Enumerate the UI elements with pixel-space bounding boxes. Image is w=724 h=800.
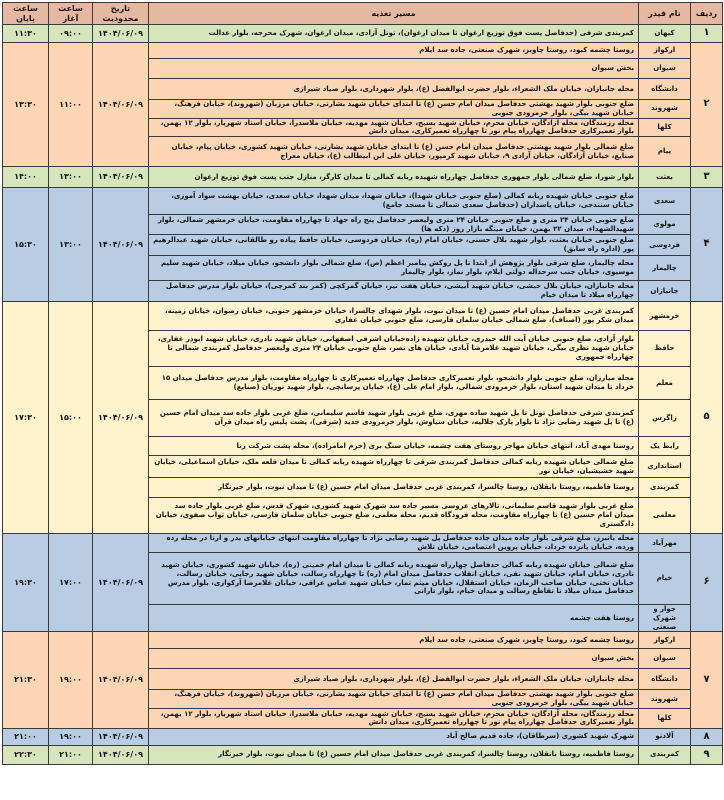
table-row (3, 167, 723, 188)
start-time-cell: ۱۵:۰۰ (49, 302, 93, 534)
row-number-cell: ۳ (691, 167, 723, 188)
supply-route-cell: ضلع جنوبی خیابان شهیده ربابه کمالی (ضلع جنوبی خیابان شهدا)، خیابان شهدا، میدان شهدا، خیابان سعدی، خیابان بهشت سواد آموزی، خیابان سنندجی، خیابان پاسداران (حدفاصل سعدی شمالی تا مسجد جامع) (149, 188, 639, 215)
table-row (3, 728, 723, 745)
feeder-name-cell: فردوسی (639, 235, 691, 256)
restriction-date-cell: ۱۴۰۴/۰۶/۰۹ (93, 728, 149, 745)
feeder-name-cell: معلم (639, 367, 691, 400)
outage-schedule-sheet (2, 2, 722, 765)
feeder-name-cell: سیوان (639, 59, 691, 79)
end-time-cell: ۱۵:۳۰ (3, 188, 49, 302)
end-time-cell: ۱۳:۳۰ (3, 43, 49, 167)
supply-route-cell: ضلع جنوبی خیابان بعثت، بلوار شهید بلال حسنی، خیابان امام (ره)، خیابان فردوسی، خیابان حافظ پیاده رو طالقانی، خیابان شهید عبدالرهیم پور (اداره راه سابق) (149, 235, 639, 256)
supply-route-cell: ضلع جنوبی بلوار شهید بهشتی حدفاصل میدان امام حسن (ع) تا ابتدای خیابان شهید بشارتی، خیابان مرزبان (شهروند)، خیابان فرهنگ، خیابان شهید بیگی، بلوار خرمرودی جنوبی (149, 100, 639, 119)
supply-route-cell: روستا چشمه کبود، روستا چاویز، شهرک صنعتی، جاده سد ایلام (149, 632, 639, 649)
header-row-number: ردیف (691, 3, 723, 25)
supply-route-cell: ضلع جنوبی بلوار شهید بهشتی حدفاصل میدان امام حسن (ع) تا ابتدای خیابان شهید بشارتی، خیابان مرزبان (شهروند)، خیابان فرهنگ، خیابان شهید بیگی، بلوار خرمرودی جنوبی (149, 690, 639, 709)
supply-route-cell: کمربندی شرقی (حدفاصل پست فوق توزیع ارغوان تا میدان ارغوان)، تونل آزادی، میدان ارغوان، شهرک محرجه، بلوار عدالت (149, 25, 639, 43)
row-number-cell: ۹ (691, 745, 723, 764)
feeder-name-cell: آلادنو (639, 728, 691, 745)
end-time-cell: ۱۷:۳۰ (3, 302, 49, 534)
supply-route-cell: ضلع غربی بلوار شهید قاسم سلیمانی، تالارهای عروسی مسیر جاده سد شهرک شهید کشوری، شهرک قدس، ضلع غربی بلوار جاده سد میدان امام حسین (ع) تا چهارراه مقاومت، محله فرودگاه قدیم، محله معلمی، ضلع جنوبی خیابان سلمان فارسی، خیابان ثواب صفوی، خیابان دادگستری (149, 498, 639, 534)
row-number-cell: ۶ (691, 534, 723, 632)
restriction-date-cell: ۱۴۰۴/۰۶/۰۹ (93, 302, 149, 534)
feeder-name-cell: کمربندی (639, 478, 691, 498)
feeder-name-cell: پیام (639, 137, 691, 167)
feeder-name-cell: دانشگاه (639, 79, 691, 100)
feeder-name-cell: خیام (639, 553, 691, 605)
feeder-name-cell: معلمی (639, 498, 691, 534)
start-time-cell: ۱۹:۰۰ (49, 632, 93, 729)
start-time-cell: ۲۱:۰۰ (49, 745, 93, 764)
restriction-date-cell: ۱۴۰۴/۰۶/۰۹ (93, 167, 149, 188)
supply-route-cell: ضلع جنوبی خیابان ۲۴ متری و ضلع جنوبی خیابان ۲۴ متری ولیعصر حدفاصل پنج راه جهاد تا چهارراه مقاومت، خیابان خرمشهر شمالی، بلوار شهید‌الشهداء، میدان ۲۲ بهمن، خیابان مینگه بازار روز (دکه ها) (149, 215, 639, 235)
outage-schedule-table (2, 2, 723, 765)
supply-route-cell: بخش سیوان (149, 59, 639, 79)
feeder-name-cell: کمربندی (639, 745, 691, 764)
start-time-cell: ۱۳:۰۰ (49, 167, 93, 188)
feeder-name-cell: کلها (639, 118, 691, 137)
feeder-name-cell: کیهان (639, 25, 691, 43)
supply-route-cell: بلوار شورا، ضلع شمالی بلوار جمهوری حدفاصل چهارراه شهیده ربابه کمالی تا میدان کارگر، منازل جنب پست فوق توزیع ارغوان (149, 167, 639, 188)
supply-route-cell: محله میارزان، ضلع جنوبی بلوار دانشجو، بلوار تعمیرکاری حدفاصل چهارراه تعمیرکاری تا چهارراه مقاومت، بلوار مدرس حدفاصل میدان ۱۵ خرداد تا میدان شهید استان، بلوار خرمرودی شمالی، بلوار امام علی (ع)، خیابان پرسانچی، بلوار شهید نوریان (صنایع) (149, 367, 639, 400)
table-row (3, 25, 723, 43)
supply-route-cell: محله جانبازان، خیابان ملک الشعراء، بلوار حضرت ابوالفضل (ع)، بلوار شهرداری، بلوار صیاد شیرازی (149, 669, 639, 690)
feeder-name-cell: شهروند (639, 100, 691, 119)
feeder-name-cell: دانشگاه (639, 669, 691, 690)
start-time-cell: ۰۹:۰۰ (49, 25, 93, 43)
supply-route-cell: ضلع شمالی خیابان شهیده ربابه کمالی حدفاصل چهارراه شهیده ربابه کمالی تا میدان امام خمینی (ره)، خیابان شهید کشوری، خیابان شهید نادری، خیابان امام، خیابان شهید نقی، خیابان انقلاب حدفاصل میدان امام (ره) تا چهارراه رسالت، خیابان شهید رجایی، خیابان رسالت، خیابان تختی، خیابان صاحب الزمان، خیابان استقلال، خیابان میثم تمار، خیابان شهید عباس عراقی، خیابان غلامرضا آرکوازی، بلوار مدرس حدفاصل میدان میلاد تا تقاطع رسالت و میدان خیام، بلوار تارانی (149, 553, 639, 605)
end-time-cell: ۲۱:۰۰ (3, 728, 49, 745)
row-number-cell: ۲ (691, 43, 723, 167)
supply-route-cell: محله رزمندگان، محله آزادگان، خیابان محرم، خیابان شهید بسیج، خیابان شهید مهدیه، خیابان ملاسدرا، خیابان استاد شهریار، بلوار ۱۲ بهمن، بلوار تعمیرکاری حدفاصل چهارراه پیام نور تا چهارراه تعمیرکاری، میدان دانش (149, 118, 639, 137)
header-end-time: ساعت پایان (3, 3, 49, 25)
feeder-name-cell: حافظ (639, 331, 691, 367)
supply-route-cell: روستا فاطمیه، روستا بانقلان، روستا چالسرا، کمربندی غربی حدفاصل میدان امام حسین (ع) تا میدان نبوت، بلوار خیرنگار (149, 745, 639, 764)
supply-route-cell: محله جانبازان، خیابان بلال حبشی، خیابان شهید آبیشی، خیابان هفت تیر، خیابان گمرکچی (کمر بند کمرچی)، خیابان بلوار مدرس حدفاصل چهارراه میلاد تا میدان خیام (149, 281, 639, 302)
supply-route-cell: شهرک شهید کشوری (سرطاقان)، جاده قدیم صالح آباد (149, 728, 639, 745)
supply-route-cell: روستا هفت چشمه (149, 605, 639, 632)
feeder-name-cell: جانبازان (639, 281, 691, 302)
table-row (3, 43, 723, 59)
supply-route-cell: محله چالیمار، ضلع شرقی بلوار پژوهش از ابتدا تا پل روکش پیامبر اعظم (ص)، ضلع شمالی بلوار دانشجو، خیابان میلاد، خیابان شهید سلیم موسیوی، خیابان جنب سرحداله دولتی ایلام، بلوار نماز، بلوار چالیمار (149, 256, 639, 281)
supply-route-cell: روستا فاطمیه، روستا بانقلان، روستا چالسرا، کمربندی غربی حدفاصل میدان امام حسین (ع) تا میدان نبوت، بلوار خیرنگار (149, 478, 639, 498)
restriction-date-cell: ۱۴۰۴/۰۶/۰۹ (93, 188, 149, 302)
supply-route-cell: محله بانبرز، ضلع شرقی بلوار جاده میدان جاده حدفاصل پل شهید رضایی نژاد تا چهارراه مقاومت انتهای خیابانهای بدر و آرنا در محله رده ورده، خیابان پانزده خرداد، خیابان پروین اعتصامی، خیابان تلاش (149, 534, 639, 553)
end-time-cell: ۱۹:۳۰ (3, 534, 49, 632)
start-time-cell: ۱۱:۰۰ (49, 43, 93, 167)
row-number-cell: ۸ (691, 728, 723, 745)
table-row (3, 632, 723, 649)
supply-route-cell: کمربندی شرقی حدفاصل تونل تا پل شهید ساده مهری، ضلع غربی بلوار شهید قاسم سلیمانی، ضلع غربی بلوار جاده سد میدان امام حسین (ع) تا پل شهید رضایی نژاد تا بلوار پارک جلالیه، خیابان سیاوش، بلوار خرمرودی جدید (شرقی)، پشت پلیس راه میدان قرآن (149, 400, 639, 437)
feeder-name-cell: خرمشهر (639, 302, 691, 331)
supply-route-cell: بخش سیوان (149, 649, 639, 669)
supply-route-cell: روستا مهدی آباد، انتهای خیابان مهاجر روستای هفت چشمه، خیابان سنگ بری (حرم امامزاده)، محله پشت شرکت رنا (149, 437, 639, 456)
start-time-cell: ۱۹:۰۰ (49, 728, 93, 745)
header-supply-route: مسیر تغذیه (149, 3, 639, 25)
supply-route-cell: محله رزمندگان، محله آزادگان، خیابان محرم، خیابان شهید بسیج، خیابان شهید مهدیه، خیابان ملاسدرا، خیابان استاد شهریار، بلوار ۱۲ بهمن، بلوار تعمیرکاری حدفاصل چهارراه پیام نور تا چهارراه تعمیرکاری، میدان دانش (149, 708, 639, 728)
table-row (3, 188, 723, 215)
feeder-name-cell: کلها (639, 708, 691, 728)
supply-route-cell: ضلع شمالی خیابان شهیده ربابه کمالی حدفاصل کمربندی شرقی تا چهارراه شهیده ربابه کمالی تا میدان قلعه ملک، خیابان اسماعیلی، خیابان شهید خشیشیان، خیابان نور (149, 456, 639, 478)
row-number-cell: ۱ (691, 25, 723, 43)
feeder-name-cell: رابط یک (639, 437, 691, 456)
table-row (3, 745, 723, 764)
restriction-date-cell: ۱۴۰۴/۰۶/۰۹ (93, 534, 149, 632)
end-time-cell: ۱۱:۳۰ (3, 25, 49, 43)
table-row (3, 302, 723, 331)
feeder-name-cell: استانداری (639, 456, 691, 478)
feeder-name-cell: شهروند (639, 690, 691, 709)
feeder-name-cell: سعدی (639, 188, 691, 215)
header-restriction-date: تاریخ محدودیت (93, 3, 149, 25)
supply-route-cell: روستا چشمه کبود، روستا چاویز، شهرک صنعتی، جاده سد ایلام (149, 43, 639, 59)
row-number-cell: ۴ (691, 188, 723, 302)
header-start-time: ساعت آغاز (49, 3, 93, 25)
restriction-date-cell: ۱۴۰۴/۰۶/۰۹ (93, 25, 149, 43)
supply-route-cell: ضلع شمالی بلوار شهید بهشتی حدفاصل میدان امام حسن (ع) تا ابتدای خیابان شهید بشارتی، خیابان شهید کشوری، خیابان پیام، خیابان صنایع، خیابان آزادگان، خیابان آزادی ۹، خیابان شهید کرمپور، خیابان علی ابن ابیطالب (ع)، خیابان معراج (149, 137, 639, 167)
header-row (3, 3, 723, 25)
end-time-cell: ۱۴:۰۰ (3, 167, 49, 188)
restriction-date-cell: ۱۴۰۴/۰۶/۰۹ (93, 43, 149, 167)
header-feeder-name: نام فیدر (639, 3, 691, 25)
start-time-cell: ۱۳:۰۰ (49, 188, 93, 302)
feeder-name-cell: ارکواز (639, 43, 691, 59)
supply-route-cell: بلوار آزادی، ضلع جنوبی خیابان آیت الله حیدری، خیابان شهیده زاده‌خیابان اشرفی اصفهانی، خیابان شهید نادری، خیابان شهید ابوذر غفاری، خیابان شهید نظری بیگی، خیابان شهید غلامرضا آبادی، خیابان های نصر، ضلع جنوبی خیابان ۲۴ متری ولیعصر حدفاصل کمربندی شمالی تا چهارراه جمهوری (149, 331, 639, 367)
restriction-date-cell: ۱۴۰۴/۰۶/۰۹ (93, 745, 149, 764)
feeder-name-cell: مهرآباد (639, 534, 691, 553)
feeder-name-cell: چالیمار (639, 256, 691, 281)
feeder-name-cell: مولوی (639, 215, 691, 235)
end-time-cell: ۲۱:۳۰ (3, 632, 49, 729)
feeder-name-cell: زاگرس (639, 400, 691, 437)
supply-route-cell: کمربندی غربی حدفاصل میدان امام حسین (ع) تا میدان نبوت، بلوار شهدای چالسرا، خیابان خرمشهر جنوبی، خیابان رضوان، خیابان زمینه، میدان شکر پور (اصناف)، ضلع شمالی خیابان سلمان فارسی، ضلع جنوبی خیابان غفاری (149, 302, 639, 331)
start-time-cell: ۱۷:۰۰ (49, 534, 93, 632)
feeder-name-cell: ارکواز (639, 632, 691, 649)
feeder-name-cell: جوار و شهرک صنعتی (639, 605, 691, 632)
supply-route-cell: محله جانبازان، خیابان ملک الشعراء، بلوار حضرت ابوالفضل (ع)، بلوار شهرداری، بلوار صیاد شیرازی (149, 79, 639, 100)
feeder-name-cell: بعثت (639, 167, 691, 188)
table-row (3, 534, 723, 553)
row-number-cell: ۷ (691, 632, 723, 729)
end-time-cell: ۲۲:۳۰ (3, 745, 49, 764)
feeder-name-cell: سیوان (639, 649, 691, 669)
row-number-cell: ۵ (691, 302, 723, 534)
restriction-date-cell: ۱۴۰۴/۰۶/۰۹ (93, 632, 149, 729)
